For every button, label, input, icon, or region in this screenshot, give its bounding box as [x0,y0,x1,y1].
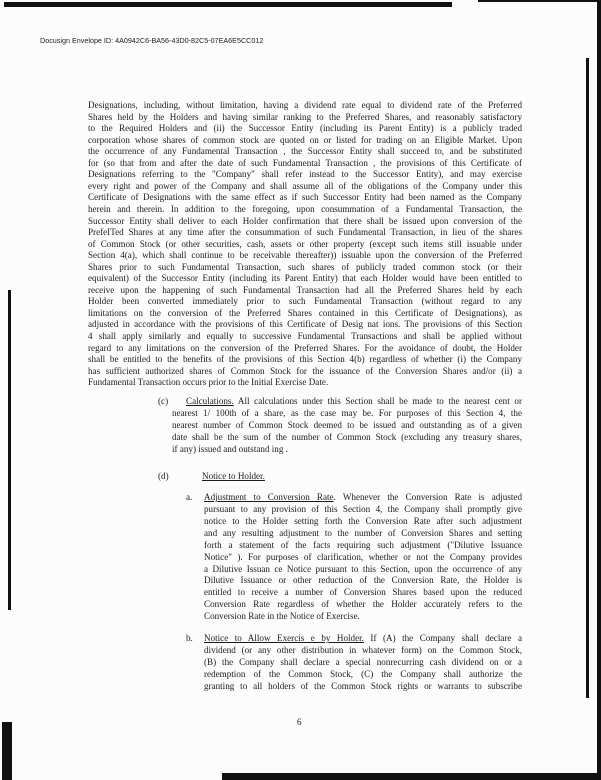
item-a-first-rest: . Whenever the Conversion Rate is adjusted [333,492,522,502]
text-line: Fundamental Transaction occurs prior to the Initial Exercise Date. [88,377,329,388]
text-line: pursuant to any provision of this Section 4, the Company shall promptly give [204,504,522,514]
section-d-heading: Notice to Holder. [202,471,265,481]
text-line: the occurrence of any Fundamental Transaction , the Successor Entity shall succeed to, and be substituted [88,146,522,157]
text-line: Section 4(a), which shall continue to be receivable thereafter)) issuable upon the conversion of the Preferred [88,250,522,261]
item-a-heading: Adjustment to Conversion Rate [204,492,334,502]
text-line: redemption of the Common Stock, (C) the Company shall authorize the [204,669,522,679]
page-number: 6 [297,717,302,727]
text-line: (B) the Company shall declare a special nonrecurring cash dividend on or a [204,657,522,667]
text-line: Holder been converted immediately prior to such Fundamental Transaction (without regard to any [88,296,522,307]
text-line: herein and therein. In addition to the foregoing, upon consummation of a Fundamental Transaction, the [88,203,522,214]
text-line: notice to the Holder setting forth the Conversion Rate after such adjustment [204,515,522,526]
text-line: Designations, including, without limitation, having a dividend rate equal to dividend rate of the Preferred [88,100,522,110]
item-b-label: b. [186,633,193,643]
text-line: dividend (or any other distribution in whatever form) on the Common Stock, [204,645,522,655]
text-line: if any) issued and outstand ing . [172,444,288,454]
item-b-first-rest: If (A) the Company shall declare a [363,633,522,643]
docusign-envelope-id: Docusign Envelope ID: 4A0942C6-BA56-43D0-82C5-07EA6E5CC012 [40,36,264,45]
text-line: date shall be the sum of the number of Common Stock (excluding any treasury shares, [172,432,522,442]
text-line: PrefeITed Shares at any time after the consummation of such Fundamental Transaction, in lieu of the shares [88,227,522,238]
section-d-label: (d) [158,471,169,481]
text-line: Conversion Rate in the Notice of Exercise. [204,611,360,622]
scan-edge-left-bottom [2,722,12,780]
text-line: a Dilutive Issuan ce Notice pursuant to this Section, upon the occurrence of any [204,563,522,574]
text-line: Designations referring to the "Company" shall refer instead to the Successor Entity), and may exercise [88,169,522,180]
text-line: every right and power of the Company and shall assume all of the obligations of the Company under this [88,180,522,191]
text-line: 4 shall apply similarly and equally to successive Fundamental Transactions and shall be applied without [88,331,522,341]
scan-edge-top-right [478,0,601,2]
text-line: for (so that from and after the date of such Fundamental Transaction , the provisions of this Certificate of [88,157,522,168]
text-line: Certificate of Designations with the same effect as if such Successor Entity had been named as the Company [88,192,522,203]
text-line: nearest 1/ 100th of a share, as the case may be. For purposes of this Section 4, the [172,408,522,418]
text-line: receive upon the happening of such Fundamental Transaction had all the Preferred Shares held by each [88,284,522,295]
text-line: and any resulting adjustment to the number of Conversion Shares and setting [204,527,522,538]
section-c-heading: Calculations. [186,396,234,406]
text-line: to the Required Holders and (ii) the Successor Entity (including its Parent Entity) is a publicly traded [88,123,522,134]
text-line: Shares prior to such Fundamental Transaction, such shares of publicly traded common stock (or their [88,261,522,272]
text-line: shall be entitled to the benefits of the provisions of this Section 4(b) regardless of whether (i) the Company [88,354,522,365]
text-line: regard to any limitations on the conversion of the Preferred Shares. For the avoidance of doubt, the Holder [88,342,522,353]
text-line: limitations on the conversion of the Preferred Shares contained in this Certificate of Designations), as [88,307,522,318]
item-b-first-line [204,633,522,644]
section-c-first-rest: All calculations under this Section shall be made to the nearest cent or [233,396,522,406]
text-line: Shares held by the Holders and having similar ranking to the Preferred Shares, and reasonably satisfactory [88,111,522,122]
section-c-first-line [186,396,522,407]
text-line: corporation whose shares of common stock are quoted on or listed for trading on an Eligible Market. Upon [88,134,522,145]
text-line: has sufficient authorized shares of Common Stock for the issuance of the Conversion Shares and/or (ii) a [88,365,522,376]
item-b-heading: Notice to Allow Exercis e by Holder. [204,633,364,643]
scan-edge-right-inner [586,58,589,698]
item-a-label: a. [186,492,193,502]
scan-edge-bottom [222,773,601,780]
text-line: forth a statement of the facts requiring such adjustment ("Dilutive Issuance [204,539,522,550]
item-a-first-line [204,492,522,503]
scan-edge-top [4,2,452,7]
text-line: nearest number of Common Stock deemed to be issued and outstanding as of a given [172,420,522,430]
text-line: Conversion Rate regardless of whether the Holder accurately refers to the [204,599,522,610]
text-line: adjusted in accordance with the provisions of this Certificate of Desig nat ions. The provisions of this Section [88,319,522,330]
text-line: granting to all holders of the Common Stock rights or warrants to subscribe [204,681,522,691]
text-line: Dilutive Issuance or other reduction of the Conversion Rate, the Holder is [204,575,522,586]
text-line: equivalent) of the Successor Entity (including its Parent Entity) that each Holder would have been entitled to [88,273,522,284]
scan-edge-left [8,290,11,610]
text-line: of Common Stock (or other securities, cash, assets or other property (except such items still issuable under [88,238,522,249]
scan-edge-right [597,0,601,780]
text-line: entitled to receive a number of Conversion Shares based upon the reduced [204,587,522,598]
section-c-label: (c) [158,396,169,406]
text-line: Successor Entity shall deliver to each Holder confirmation that there shall be issued upon conversion of the [88,215,522,226]
text-line: Notice" ). For purposes of clarification, whether or not the Company provides [204,551,522,562]
